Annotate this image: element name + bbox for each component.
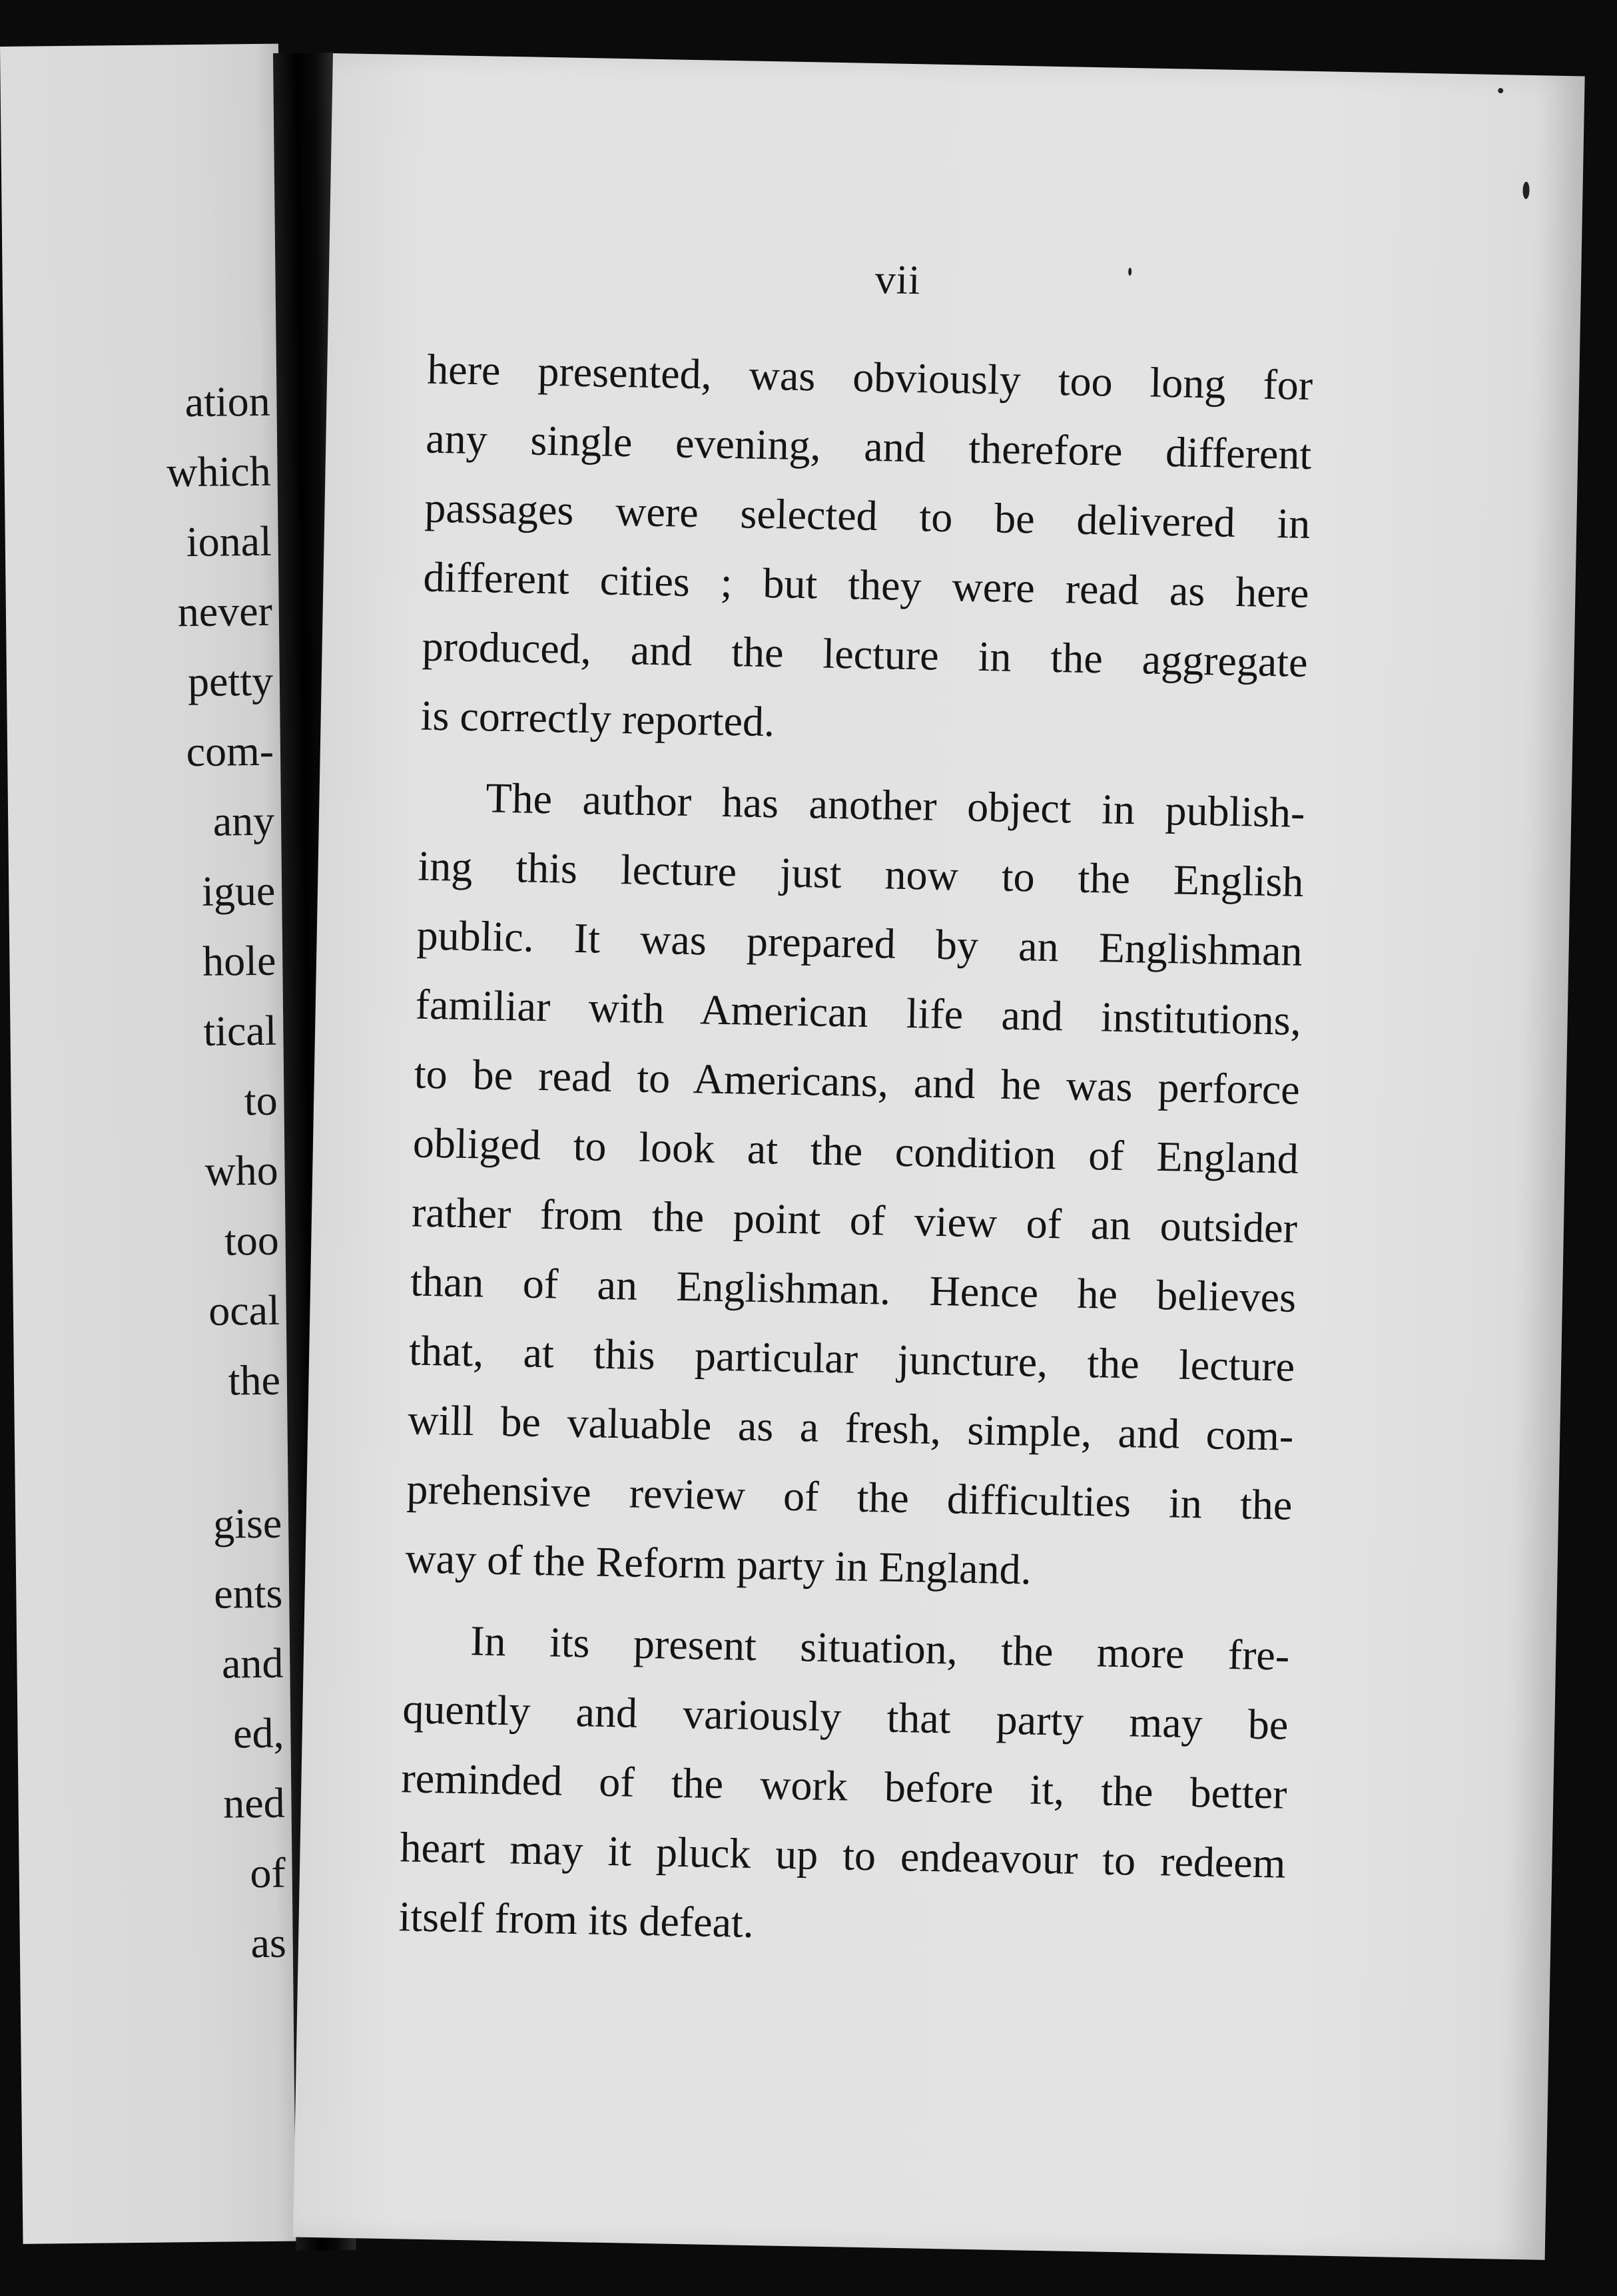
text-line: familiar with American life and institutions,	[415, 980, 1302, 1044]
left-line-fragment: to	[244, 1076, 278, 1125]
left-line-fragment: any	[212, 796, 275, 845]
paragraph	[398, 1605, 1290, 1967]
text-line: way of the Reform party in England.	[404, 1534, 1032, 1593]
left-line-fragment: who	[204, 1146, 279, 1195]
text-line: is correctly reported.	[420, 691, 775, 746]
text-line: public. It was prepared by an Englishman	[416, 911, 1303, 975]
left-line-fragment: ation	[184, 377, 270, 426]
left-line-fragment: ned	[222, 1779, 286, 1827]
left-line-fragment: which	[166, 447, 272, 496]
left-line-fragment: ed,	[232, 1709, 284, 1757]
scan-speck	[1128, 268, 1132, 276]
text-line: rather from the point of view of an outsider	[411, 1188, 1298, 1252]
left-line-fragment: as	[250, 1918, 287, 1967]
scan-speck	[1522, 182, 1529, 199]
left-line-fragment: gise	[212, 1499, 282, 1548]
left-line-fragment: hole	[202, 936, 276, 985]
left-line-fragment: of	[250, 1849, 286, 1897]
text-line: here presented, was obviously too long for	[426, 345, 1313, 410]
text-line: ing this lecture just now to the English	[418, 842, 1305, 906]
text-line: obliged to look at the condition of England	[412, 1119, 1299, 1183]
scan-speck	[1498, 88, 1503, 93]
text-line: produced, and the lecture in the aggregate	[422, 622, 1309, 686]
text-line: The author has another object in publish-	[485, 774, 1305, 836]
left-line-fragment: tical	[202, 1006, 277, 1055]
text-line: itself from its defeat.	[398, 1892, 755, 1947]
text-line: passages were selected to be delivered in	[424, 483, 1311, 548]
text-line: heart may it pluck up to endeavour to redeem	[400, 1823, 1287, 1887]
left-line-fragment: and	[221, 1639, 284, 1687]
left-page	[0, 44, 302, 2244]
left-line-fragment: ocal	[208, 1286, 280, 1334]
left-line-fragment: ional	[186, 517, 272, 566]
page-number: vii	[874, 256, 921, 304]
left-line-fragment: too	[224, 1216, 280, 1265]
text-line: In its present situation, the more fre-	[470, 1617, 1290, 1679]
left-line-fragment: never	[177, 587, 273, 636]
left-line-fragment: the	[228, 1356, 281, 1404]
text-line: reminded of the work before it, the better	[400, 1754, 1287, 1818]
paragraph	[420, 335, 1313, 766]
body-text	[398, 335, 1313, 1968]
text-line: than of an Englishman. Hence he believes	[410, 1257, 1297, 1321]
left-line-fragment: ents	[213, 1569, 283, 1617]
text-line: prehensive review of the difficulties in the	[406, 1465, 1293, 1529]
paragraph	[405, 762, 1306, 1609]
text-line: to be read to Americans, and he was perforce	[414, 1049, 1301, 1113]
text-line: quently and variously that party may be	[402, 1685, 1289, 1749]
left-line-fragment: petty	[187, 657, 274, 706]
left-line-fragment: igue	[201, 866, 276, 915]
text-line: different cities ; but they were read as here	[422, 553, 1310, 617]
text-line: will be valuable as a fresh, simple, and com-	[407, 1396, 1294, 1460]
text-line: that, at this particular juncture, the lecture	[408, 1326, 1295, 1390]
left-line-fragment: com-	[186, 726, 274, 776]
right-page	[293, 53, 1585, 2260]
text-line: any single evening, and therefore different	[425, 414, 1312, 479]
